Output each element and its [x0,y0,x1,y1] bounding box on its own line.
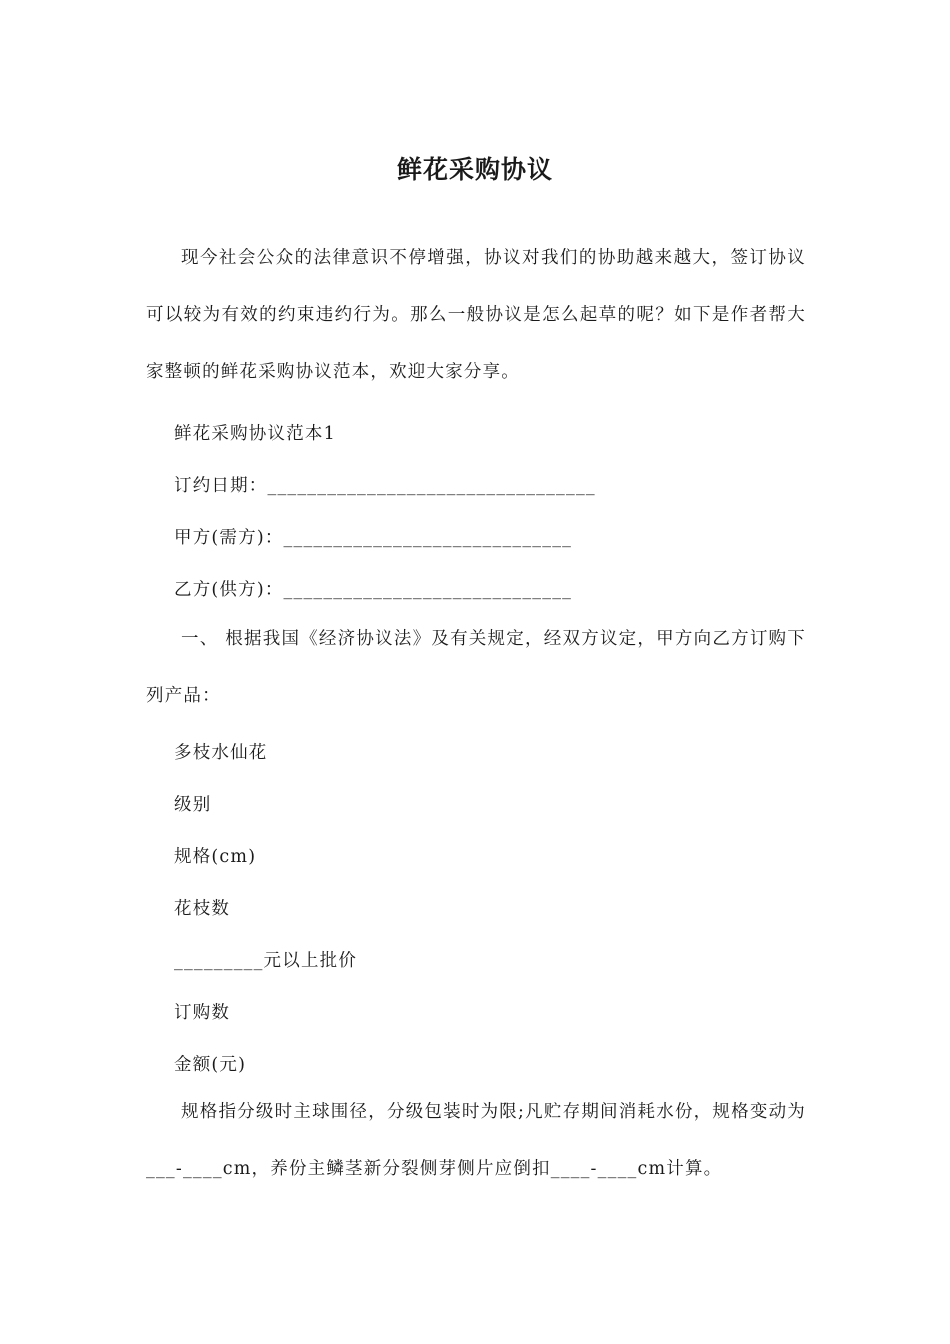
item-line: 订购数 [174,1003,231,1023]
sample-heading: 鲜花采购协议范本1 [174,424,336,444]
item-line: 级别 [174,795,212,815]
party-a-line: 甲方(需方)：_____________________________ [174,528,573,548]
item-line: 金额(元) [174,1055,247,1075]
item-line: 规格(cm) [174,847,257,867]
intro-paragraph: 现今社会公众的法律意识不停增强，协议对我们的协助越来越大，签订协议可以较为有效的约束违约行为。那么一般协议是怎么起草的呢？如下是作者帮大家整顿的鲜花采购协议范本，欢迎大家分享。 [146,248,806,382]
sign-date-line: 订约日期：_________________________________ [174,476,596,496]
item-line: 多枝水仙花 [174,743,268,763]
party-b-line: 乙方(供方)：_____________________________ [174,580,573,600]
item-line: _________元以上批价 [174,951,358,971]
item-line: 花枝数 [174,899,231,919]
clause-1-paragraph: 一、 根据我国《经济协议法》及有关规定，经双方议定，甲方向乙方订购下列产品： [146,629,806,706]
document-title: 鲜花采购协议 [396,155,553,184]
spec-note-paragraph: 规格指分级时主球围径，分级包装时为限;凡贮存期间消耗水份，规格变动为___-____cm，养份主鳞茎新分裂侧芽侧片应倒扣____-____cm计算。 [146,1102,806,1179]
